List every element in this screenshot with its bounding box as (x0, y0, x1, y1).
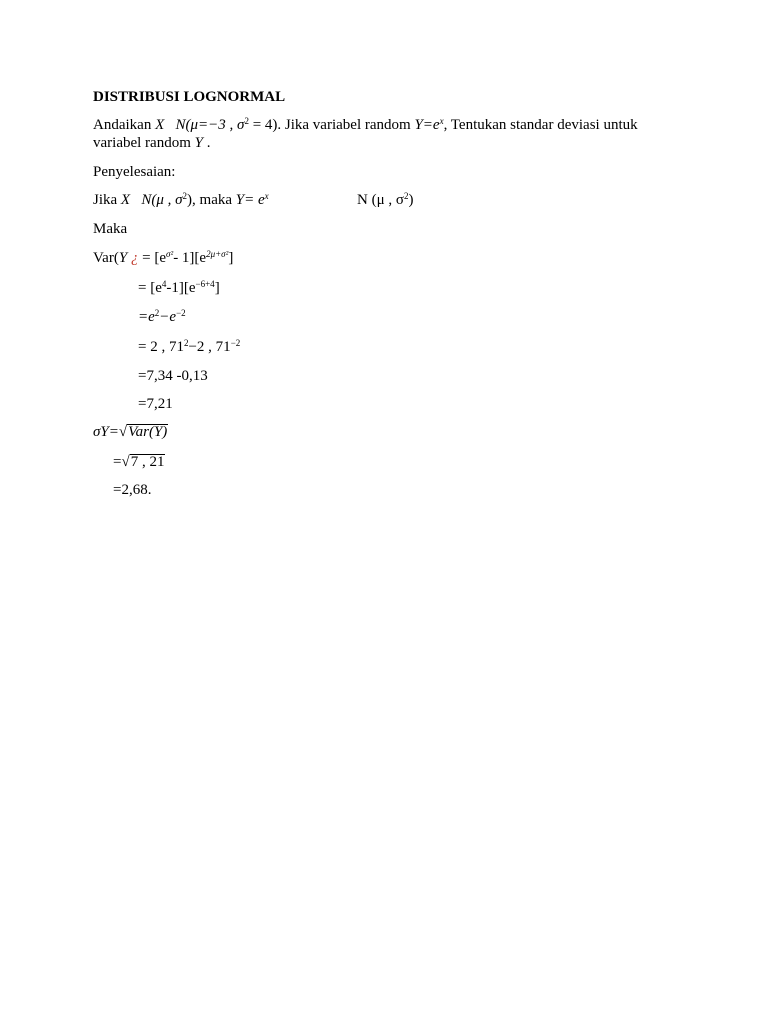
text: =√ (113, 454, 130, 470)
var-n: N (141, 192, 152, 208)
text: = 4). Jika variabel random (248, 117, 415, 133)
exp: σ² (166, 249, 174, 260)
text: σY=√ (93, 424, 128, 440)
text: N (μ , σ (357, 192, 404, 208)
exp: 2 (183, 338, 189, 349)
var-line (93, 249, 233, 268)
text: - 1][e (173, 250, 207, 266)
text: , Tentukan standar deviasi untuk (443, 117, 638, 133)
exp: 4 (161, 279, 167, 290)
var-n: N (175, 117, 186, 133)
text: =e (138, 309, 155, 325)
eq: =e (422, 117, 440, 133)
jika-right: N (μ , $\sigma^2$) (357, 191, 414, 208)
mark: ¿ (127, 250, 139, 266)
problem-line-2 (93, 134, 210, 153)
maka-label: Maka (93, 221, 128, 237)
params: (μ , σ (151, 192, 183, 208)
text: = [e (138, 250, 167, 266)
text: Jika (93, 192, 121, 208)
text: Andaikan (93, 117, 156, 133)
sigma-line (93, 423, 168, 442)
exp: −6+4 (195, 279, 215, 290)
params: (μ=−3 , σ (185, 117, 245, 133)
text: ] (228, 250, 234, 266)
exp: −2 (176, 308, 186, 319)
step-4: =7,34 -0,13 (138, 368, 208, 384)
exp: 2μ+σ² (206, 249, 229, 260)
step-2 (138, 308, 186, 327)
text: −e (159, 309, 177, 325)
text: −2 , 71 (188, 339, 231, 355)
text: Var( (93, 250, 119, 266)
var-x: X (120, 192, 131, 208)
step-3 (138, 338, 240, 357)
sqrt-line (113, 453, 165, 472)
problem-line-1: Andaikan X N(μ=−3 , $\sigma^2 = 4$). Jika variabel random $Y=e^x$, Tentukan standar deviasi untuk (93, 116, 638, 133)
text: variabel random (93, 135, 195, 151)
text: . (202, 135, 211, 151)
var-y: Y (235, 192, 245, 208)
document-title: DISTRIBUSI LOGNORMAL (93, 89, 286, 105)
text: ] (214, 280, 220, 296)
exp: 2 (154, 308, 160, 319)
jika-line: Jika X N(μ , $\sigma^2$), maka $Y= e^x$ (93, 191, 269, 208)
solution-label: Penyelesaian: (93, 164, 176, 180)
eq: = e (244, 192, 265, 208)
var-x: X (155, 117, 165, 133)
text: = [e (138, 280, 162, 296)
step-5: =7,21 (138, 396, 173, 412)
var-y: Y (118, 250, 128, 266)
text: ), maka (187, 192, 236, 208)
exp: −2 (230, 338, 241, 349)
radicand: 7 , 21 (130, 454, 165, 470)
var-y: Y (194, 135, 203, 151)
radicand: Var(Y) (128, 424, 168, 440)
text: ) (408, 192, 414, 208)
var-y: Y (414, 117, 423, 133)
result-line: =2,68. (113, 482, 152, 498)
step-1 (138, 279, 220, 298)
text: -1][e (166, 280, 196, 296)
text: = 2 , 71 (138, 339, 184, 355)
